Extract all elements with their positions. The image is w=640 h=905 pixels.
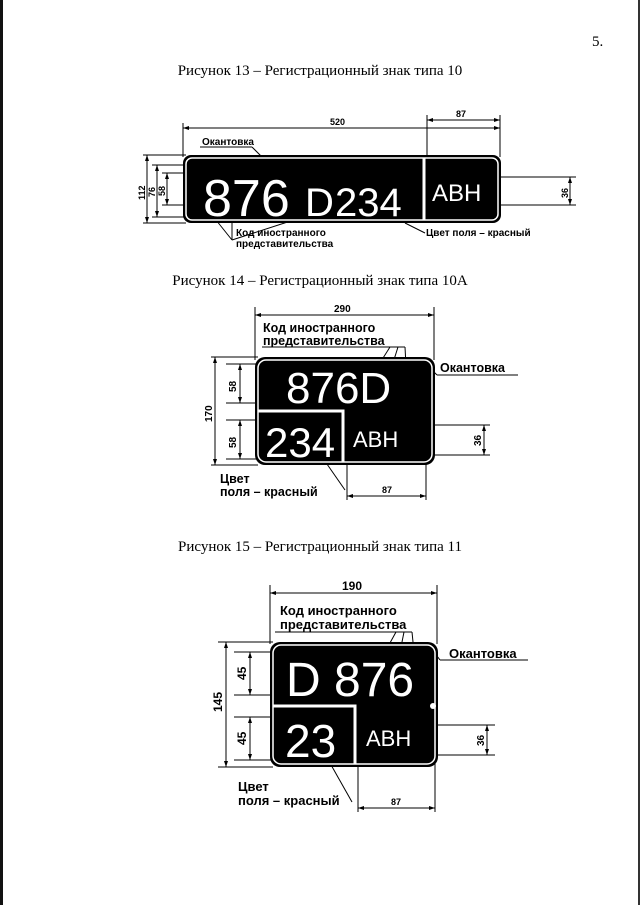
figure-15-dim-code-height: 36 — [476, 734, 487, 746]
figure-13-plate-suffix: 234 — [335, 181, 402, 225]
figure-14-plate-bottom: 234 — [265, 419, 336, 466]
page-number: 5. — [592, 34, 604, 50]
figure-13-label-code-line2: представительства — [236, 239, 334, 250]
figure-15-plate-top: D 876 — [286, 654, 415, 707]
figure-14-dim-height: 170 — [204, 405, 215, 422]
figure-13-dim-code-width: 87 — [456, 109, 467, 119]
figure-15-caption: Рисунок 15 – Регистрационный знак типа 11 — [177, 539, 462, 555]
figure-13-dim-height: 112 — [137, 185, 147, 200]
figure-15-label-code-line1: Код иностранного — [280, 603, 397, 618]
figure-14-label-field-line2: поля – красный — [220, 485, 318, 499]
figure-13-label-code-line1: Код иностранного — [236, 228, 326, 239]
figure-15-label-field-line2: поля – красный — [238, 793, 340, 808]
figure-14-dim-bottom-char: 58 — [228, 436, 239, 448]
figure-13-plate-letter: D — [305, 181, 334, 225]
figure-15-dim-width: 190 — [342, 579, 363, 593]
figure-13-diagram — [0, 105, 640, 255]
figure-14-dim-code-width: 87 — [382, 485, 393, 495]
figure-15-label-border: Окантовка — [449, 646, 517, 661]
figure-14-plate-top: 876D — [286, 364, 392, 413]
figure-14-dim-code-height: 36 — [473, 434, 484, 446]
figure-13-label-field: Цвет поля – красный — [426, 228, 531, 239]
figure-14-label-code-line2: представительства — [263, 334, 385, 348]
figure-15-dim-height: 145 — [211, 691, 225, 712]
figure-14-dim-width: 290 — [334, 304, 351, 315]
figure-15-plate-bottom: 23 — [285, 715, 337, 767]
figure-14-caption: Рисунок 14 – Регистрационный знак типа 10А — [172, 273, 468, 289]
figure-14-label-border: Окантовка — [440, 361, 505, 375]
figure-13-dim-width: 520 — [330, 117, 346, 127]
figure-14-dim-top-char: 58 — [228, 380, 239, 392]
figure-15-dim-top-char: 45 — [235, 666, 249, 680]
figure-15-plate-code: АВН — [366, 726, 412, 751]
figure-14-plate-code: АВН — [353, 427, 399, 452]
figure-13-dim-code-height: 36 — [560, 187, 570, 198]
figure-13-dim-inner-height: 76 — [147, 186, 157, 197]
figure-13-label-border: Окантовка — [202, 137, 254, 148]
figure-13-caption: Рисунок 13 – Регистрационный знак типа 10 — [177, 63, 463, 79]
figure-14-label-code-line1: Код иностранного — [263, 321, 376, 335]
figure-13-plate-number: 876 — [203, 170, 290, 228]
figure-14-label-field-line1: Цвет — [220, 472, 250, 486]
figure-14-diagram — [0, 300, 640, 510]
figure-15-label-code-line2: представительства — [280, 617, 407, 632]
figure-15-dim-code-width: 87 — [391, 797, 402, 807]
figure-13-plate-code: АВН — [432, 180, 482, 207]
figure-15-dim-bottom-char: 45 — [235, 731, 249, 745]
figure-13-dim-char-height: 58 — [157, 185, 167, 196]
figure-15-diagram — [0, 580, 640, 820]
figure-15-label-field-line1: Цвет — [238, 779, 269, 794]
